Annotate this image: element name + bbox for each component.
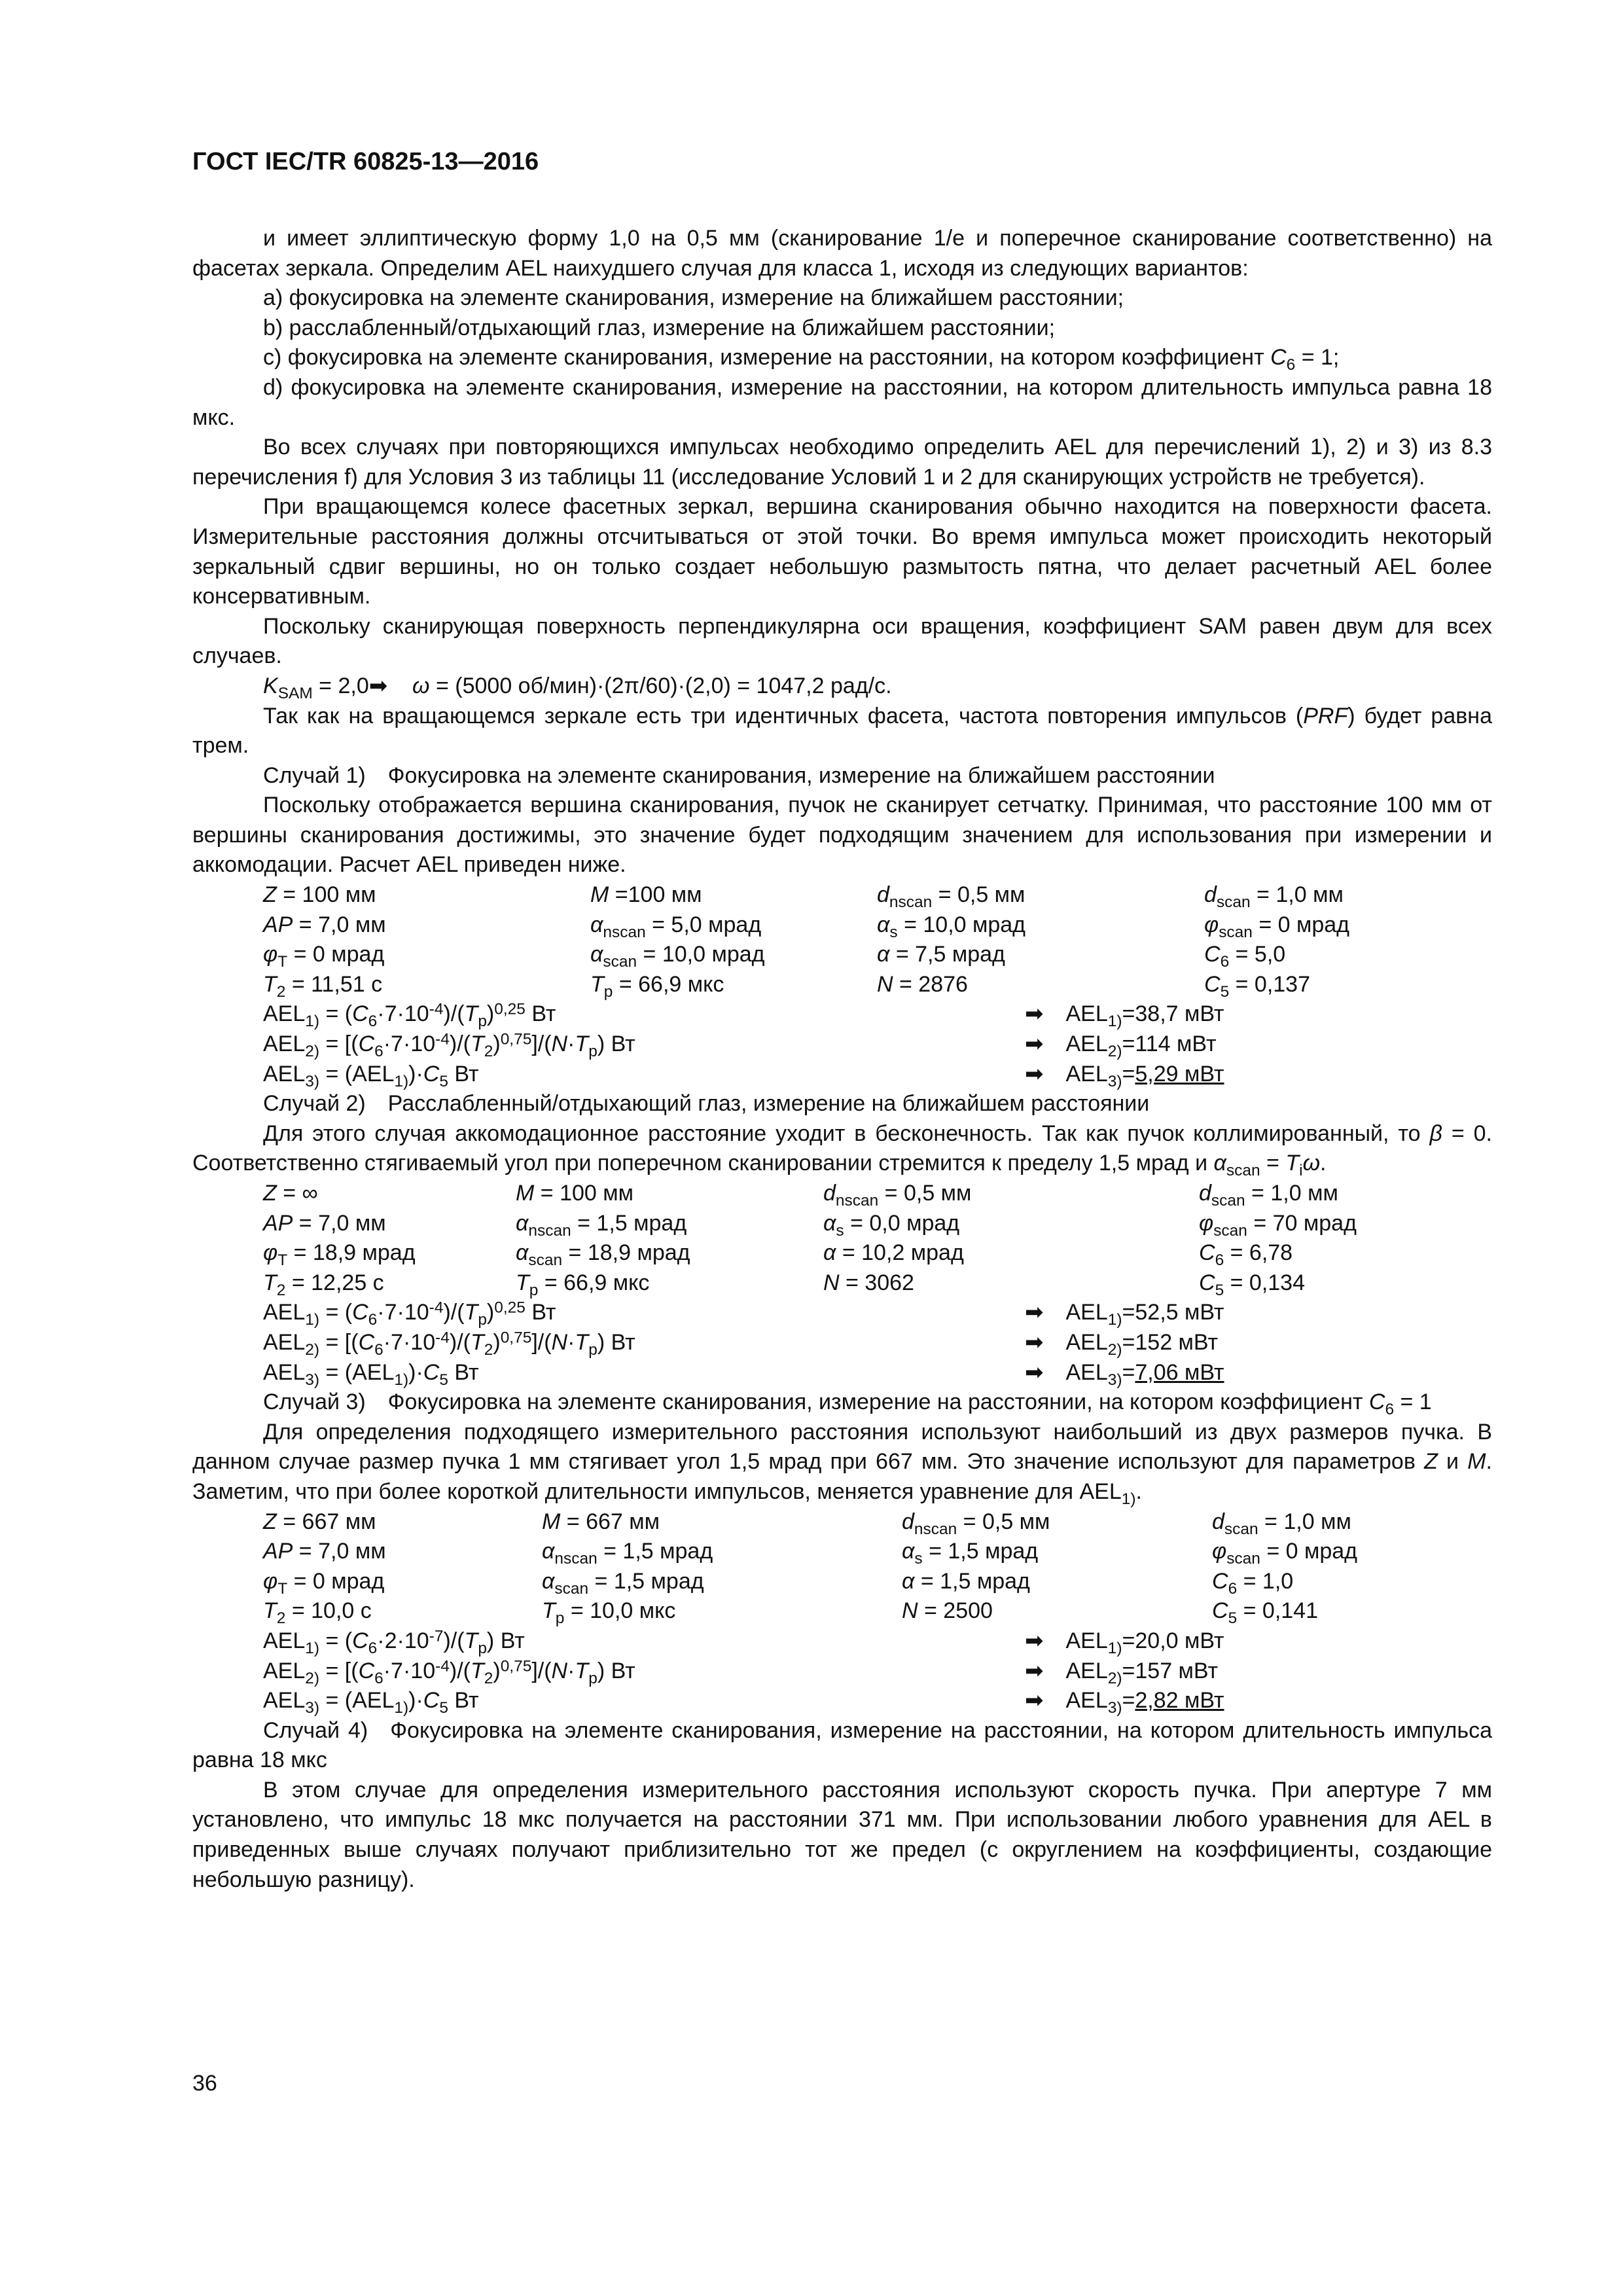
case3-ael1: $AEL_{1)} = (C_6\cdot 2\cdot 10^{-7})/(T_p)$ Вт ➡ $AEL_{1)}=20,0$ мВт: [263, 1627, 1224, 1657]
case2-ael3: $AEL_{3)} = (AEL_{1)})\cdot C_5$ Вт ➡ $AEL_{3)}=7,06$ мВт: [263, 1359, 1224, 1389]
param-ap: AP = 7,0 мм: [263, 1210, 386, 1236]
case3-ael2: $AEL_{2)} = [(C_6\cdot 7\cdot 10^{-4})/(T_2)^{0,75}]/(N\cdot T_p)$ Вт ➡ $AEL_{2)}=157$ мВт: [263, 1657, 1219, 1687]
param-as: $\alpha_s = 0,0$ мрад: [823, 1210, 960, 1240]
intro-paragraph: и имеет эллиптическую форму 1,0 на 0,5 мм (сканирование 1/e и поперечное сканирование соответственно) на фасетах зеркала. Определим AEL наихудшего случая для класса 1, исходя из следующих вариантов:: [192, 226, 1492, 281]
list-item-a: a) фокусировка на элементе сканирования, измерение на ближайшем расстоянии;: [263, 285, 1124, 311]
case1-title: Случай 1) Фокусировка на элементе сканирования, измерение на ближайшем расстоянии: [263, 762, 1215, 788]
param-dscan: $d_{scan} = 1,0$ мм: [1212, 1509, 1351, 1538]
param-t2: $T_2 = 11,51$ с: [263, 971, 383, 1001]
param-phiscan: $\varphi_{scan} = 0$ мрад: [1204, 912, 1350, 941]
paragraph-sam: Поскольку сканирующая поверхность перпендикулярна оси вращения, коэффициент SAM равен двум для всех случаев.: [192, 613, 1492, 669]
param-n: N = 2500: [902, 1598, 993, 1624]
param-c6: $C_6 = 5,0$: [1204, 942, 1286, 971]
param-m: M = 667 мм: [542, 1509, 660, 1534]
case2-ael2: $AEL_{2)} = [(C_6\cdot 7\cdot 10^{-4})/(T_2)^{0,75}]/(N\cdot T_p)$ Вт ➡ $AEL_{2)}=152$ мВт: [263, 1329, 1219, 1359]
page-number: 36: [192, 2071, 217, 2096]
param-as: $\alpha_s = 1,5$ мрад: [902, 1539, 1039, 1568]
param-phiscan: $\varphi_{scan} = 0$ мрад: [1212, 1539, 1358, 1568]
param-m: M =100 мм: [590, 882, 702, 908]
case3-title: Случай 3) Фокусировка на элементе сканирования, измерение на расстоянии, на котором коэффициент $C_6 = 1$: [263, 1390, 1432, 1418]
param-phit: $\varphi_T = 0$ мрад: [263, 1568, 385, 1598]
case1-parameters: [192, 880, 1492, 999]
case2-parameters: [192, 1179, 1492, 1298]
param-alpha: α = 7,5 мрад: [877, 942, 1005, 967]
param-dnscan: $d_{nscan} = 0,5$ мм: [823, 1181, 972, 1210]
case1-ael3: $AEL_{3)} = (AEL_{1)})\cdot C_5$ Вт ➡ $AEL_{3)}=5,29$ мВт: [263, 1061, 1224, 1090]
case4-text: В этом случае для определения измерительного расстояния используют скорость пучка. При апертуре 7 мм установлено, что импульс 18 мкс получается на расстоянии 371 мм. При использовании любого уравнения для AEL в приведенных выше случаях получают приблизительно тот же предел (с округлением на коэффициенты, создающие небольшую разницу).: [192, 1777, 1492, 1892]
document-header: ГОСТ IEC/TR 60825-13—2016: [192, 148, 539, 175]
param-phit: $\varphi_T = 18,9$ мрад: [263, 1240, 416, 1270]
param-z: Z = 667 мм: [263, 1509, 376, 1534]
case2-ael1: $AEL_{1)} = (C_6\cdot 7\cdot 10^{-4})/(T_p)^{0,25}$ Вт ➡ $AEL_{1)}=52,5$ мВт: [263, 1299, 1224, 1329]
param-tp: $T_p = 10,0$ мкс: [542, 1598, 676, 1628]
param-anscan: $\alpha_{nscan} = 1,5$ мрад: [542, 1539, 713, 1568]
paragraph-prf: Так как на вращающемся зеркале есть три идентичных фасета, частота повторения импульсов (PRF) будет равна трем.: [192, 703, 1492, 759]
param-ap: AP = 7,0 мм: [263, 912, 386, 937]
param-phit: $\varphi_T = 0$ мрад: [263, 942, 385, 971]
ksam-omega-equation: $K_{SAM}$ = 2,0➡ ω = (5000 об/мин)·(2π/60)·(2,0) = 1047,2 рад/с.: [263, 673, 892, 702]
param-c6: $C_6 = 1,0$: [1212, 1568, 1294, 1598]
param-n: N = 2876: [877, 971, 968, 997]
list-item-c: c) фокусировка на элементе сканирования, измерение на расстоянии, на котором коэффициент $C_6 = 1$;: [263, 345, 1340, 374]
param-t2: $T_2 = 10,0$ с: [263, 1598, 372, 1628]
param-phiscan: $\varphi_{scan} = 70$ мрад: [1199, 1210, 1357, 1240]
list-item-b: b) расслабленный/отдыхающий глаз, измерение на ближайшем расстоянии;: [263, 315, 1056, 340]
param-dnscan: $d_{nscan} = 0,5$ мм: [877, 882, 1026, 911]
param-c5: $C_5 = 0,141$: [1212, 1598, 1319, 1628]
param-dscan: $d_{scan} = 1,0$ мм: [1199, 1181, 1338, 1210]
param-dscan: $d_{scan} = 1,0$ мм: [1204, 882, 1344, 911]
param-ascan: $\alpha_{scan} = 18,9$ мрад: [516, 1240, 690, 1270]
paragraph-all-cases: Во всех случаях при повторяющихся импульсах необходимо определить AEL для перечислений 1), 2) и 3) из 8.3 перечисления f) для Условия 3 из таблицы 11 (исследование Условий 1 и 2 для сканирующих устройств не требуется).: [192, 435, 1492, 490]
param-ap: AP = 7,0 мм: [263, 1539, 386, 1564]
case1-ael2: $AEL_{2)} = [(C_6\cdot 7\cdot 10^{-4})/(T_2)^{0,75}]/(N\cdot T_p)$ Вт ➡ $AEL_{2)}=114$ мВт: [263, 1030, 1217, 1060]
param-tp: $T_p = 66,9$ мкс: [590, 971, 724, 1001]
case4-title: Случай 4) Фокусировка на элементе сканирования, измерение на расстоянии, на котором длительность импульса равна 18 мкс: [192, 1717, 1492, 1773]
case2-title: Случай 2) Расслабленный/отдыхающий глаз, измерение на ближайшем расстоянии: [263, 1091, 1150, 1117]
param-alpha: α = 10,2 мрад: [823, 1240, 964, 1266]
case3-parameters: [192, 1507, 1492, 1626]
param-t2: $T_2 = 12,25$ с: [263, 1270, 384, 1299]
param-c5: $C_5 = 0,134$: [1199, 1270, 1306, 1299]
case3-ael3: $AEL_{3)} = (AEL_{1)})\cdot C_5$ Вт ➡ $AEL_{3)}=2,82$ мВт: [263, 1688, 1224, 1717]
list-item-d: d) фокусировка на элементе сканирования, измерение на расстоянии, на котором длительность импульса равна 18 мкс.: [192, 374, 1492, 430]
case3-text: Для определения подходящего измерительного расстояния используют наибольший из двух размеров пучка. В данном случае размер пучка 1 мм стягивает угол 1,5 мрад при 667 мм. Это значение используют для параметров Z и M. Заметим, что при более короткой длительности импульсов, меняется уравнение для $AEL_{1)}$.: [192, 1419, 1492, 1508]
param-alpha: α = 1,5 мрад: [902, 1568, 1030, 1594]
param-n: N = 3062: [823, 1270, 914, 1295]
case1-ael1: $AEL_{1)} = (C_6\cdot 7\cdot 10^{-4})/(T_p)^{0,25}$ Вт ➡ $AEL_{1)}=38,7$ мВт: [263, 1001, 1224, 1031]
param-z: Z = ∞: [263, 1181, 318, 1206]
param-dnscan: $d_{nscan} = 0,5$ мм: [902, 1509, 1050, 1538]
param-m: M = 100 мм: [516, 1181, 633, 1206]
paragraph-facet-wheel: При вращающемся колесе фасетных зеркал, вершина сканирования обычно находится на поверхности фасета. Измерительные расстояния должны отсчитываться от этой точки. Во время импульса может происходить некоторый зеркальный сдвиг вершины, но он только создает небольшую размытость пятна, что делает расчетный AEL более консервативным.: [192, 494, 1492, 609]
param-anscan: $\alpha_{nscan} = 5,0$ мрад: [590, 912, 762, 941]
param-c6: $C_6 = 6,78$: [1199, 1240, 1293, 1270]
document-body: [192, 224, 1492, 1895]
param-as: $\alpha_s = 10,0$ мрад: [877, 912, 1026, 941]
param-c5: $C_5 = 0,137$: [1204, 971, 1311, 1001]
case2-text: Для этого случая аккомодационное расстояние уходит в бесконечность. Так как пучок коллимированный, то β = 0. Соответственно стягиваемый угол при поперечном сканировании стремится к пределу 1,5 мрад и $\alpha_{scan} = T_i\omega$.: [192, 1121, 1492, 1180]
case1-text: Поскольку отображается вершина сканирования, пучок не сканирует сетчатку. Принимая, что расстояние 100 мм от вершины сканирования достижимы, это значение будет подходящим значением для использования при измерении и аккомодации. Расчет AEL приведен ниже.: [192, 793, 1492, 878]
param-ascan: $\alpha_{scan} = 10,0$ мрад: [590, 942, 765, 971]
param-ascan: $\alpha_{scan} = 1,5$ мрад: [542, 1568, 704, 1598]
param-tp: $T_p = 66,9$ мкс: [516, 1270, 650, 1299]
param-z: Z = 100 мм: [263, 882, 376, 908]
param-anscan: $\alpha_{nscan} = 1,5$ мрад: [516, 1210, 687, 1240]
